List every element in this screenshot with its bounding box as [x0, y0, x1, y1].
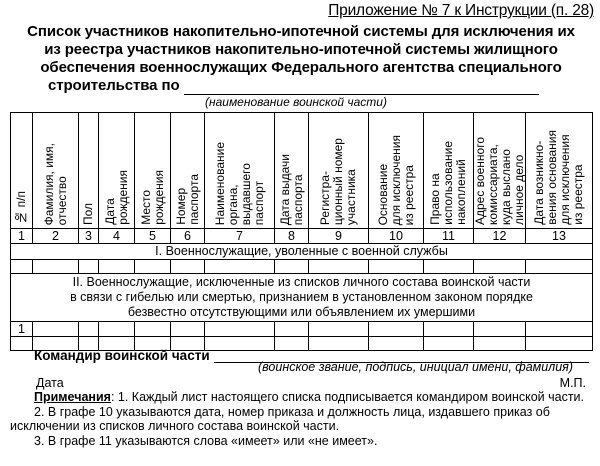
table-cell[interactable]: [79, 322, 99, 337]
header-cell: [526, 113, 593, 229]
table-cell[interactable]: [526, 260, 593, 274]
column-number: 11: [424, 229, 474, 244]
column-number: 7: [205, 229, 275, 244]
column-number: 8: [275, 229, 309, 244]
row-number: 1: [11, 322, 33, 337]
unit-name-blank[interactable]: [184, 80, 539, 95]
column-header: Регистра- ционный номер участника: [318, 137, 358, 225]
section-2-line-2: в связи с гибелью или смертью, признанием в установленном законом порядке: [70, 290, 533, 304]
table-row: [11, 322, 593, 337]
header-cell: [474, 113, 526, 229]
column-header: Основание для исключения из реестра: [375, 134, 416, 225]
table-cell[interactable]: [526, 322, 593, 337]
stamp-label: М.П.: [559, 376, 586, 390]
header-cell: [135, 113, 171, 229]
table-cell[interactable]: [135, 260, 171, 274]
table-cell[interactable]: [424, 322, 474, 337]
table-cell[interactable]: [369, 260, 424, 274]
header-cell: [275, 113, 309, 229]
table-cell[interactable]: [171, 260, 205, 274]
appendix-reference: Приложение № 7 к Инструкции (п. 28): [328, 2, 594, 19]
table-cell[interactable]: [309, 260, 369, 274]
table-cell[interactable]: [33, 260, 79, 274]
table-header-row: [11, 113, 593, 229]
section-2-line-3: безвестно отсутствующими или объявлением их умершими: [127, 305, 476, 319]
title-line-1: Список участников накопительно-ипотечной системы для исключения их: [27, 23, 575, 40]
table-cell[interactable]: [135, 322, 171, 337]
header-cell: [11, 113, 33, 229]
date-label: Дата: [36, 376, 64, 390]
column-header: Пол: [81, 202, 95, 225]
table-cell[interactable]: [99, 260, 135, 274]
title-line-2: из реестра участников накопительно-ипотечной системы жилищного: [44, 41, 558, 58]
commander-hint: (воинское звание, подпись, инициал имени, фамилия): [258, 360, 574, 374]
column-number: 5: [135, 229, 171, 244]
table-cell[interactable]: [205, 260, 275, 274]
header-cell: [309, 113, 369, 229]
header-cell: [79, 113, 99, 229]
column-number: 12: [474, 229, 526, 244]
note-3: 3. В графе 11 указываются слова «имеет» или «не имеет».: [34, 433, 378, 448]
table-cell[interactable]: [11, 260, 33, 274]
table-cell[interactable]: [33, 322, 79, 337]
table-cell[interactable]: [474, 260, 526, 274]
column-header: Фамилия, имя, отчество: [41, 142, 69, 225]
column-header: Право на использование накоплений: [428, 141, 468, 225]
table-cell[interactable]: [275, 322, 309, 337]
note-2: 2. В графе 10 указываются дата, номер приказа и должность лица, издавшего приказ об исключении из списков личного состава воинской части.: [10, 404, 550, 433]
table-cell[interactable]: [309, 322, 369, 337]
column-header: Дата выдачи паспорта: [277, 153, 305, 225]
column-number: 9: [309, 229, 369, 244]
note-1-text: : 1. Каждый лист настоящего списка подписывается командиром воинской части.: [110, 390, 585, 404]
table-cell[interactable]: [79, 260, 99, 274]
column-number-row: [11, 229, 593, 244]
header-cell: [99, 113, 135, 229]
commander-label: Командир воинской части: [34, 348, 210, 363]
header-cell: [33, 113, 79, 229]
column-header: № п/п: [14, 191, 28, 225]
document-title: [10, 23, 592, 95]
header-cell: [369, 113, 424, 229]
column-header: Дата рождения: [102, 170, 130, 225]
header-cell: [424, 113, 474, 229]
table-cell[interactable]: [275, 260, 309, 274]
header-cell: [205, 113, 275, 229]
table-cell[interactable]: [205, 322, 275, 337]
column-number: 1: [11, 229, 33, 244]
table-cell[interactable]: [424, 260, 474, 274]
column-number: 2: [33, 229, 79, 244]
note-1: [10, 390, 594, 405]
column-header: Номер паспорта: [173, 174, 201, 225]
column-number: 4: [99, 229, 135, 244]
participants-table: [10, 112, 593, 351]
notes-block: [10, 390, 594, 448]
section-2-row: [11, 274, 593, 322]
section-2-title: [11, 274, 593, 322]
notes-label: Примечания: [34, 390, 111, 404]
table-cell[interactable]: [369, 322, 424, 337]
column-header: Наименование органа, выдавшего паспорт: [212, 141, 266, 225]
column-number: 3: [79, 229, 99, 244]
section-2-line-1: II. Военнослужащие, исключенные из списков личного состава воинской части: [72, 275, 531, 289]
table-row: [11, 260, 593, 274]
title-line-4: [10, 77, 592, 95]
column-number: 10: [369, 229, 424, 244]
table-cell[interactable]: [171, 322, 205, 337]
table-cell[interactable]: [99, 322, 135, 337]
header-cell: [171, 113, 205, 229]
section-1-title: I. Военнослужащие, уволенные с военной службы: [11, 244, 593, 260]
title-line-3: обеспечения военнослужащих Федерального агентства специального: [40, 59, 562, 76]
column-number: 6: [171, 229, 205, 244]
column-number: 13: [526, 229, 593, 244]
column-header: Дата возникно- вения основания для исключения из реестра: [532, 130, 585, 225]
table-cell[interactable]: [474, 322, 526, 337]
unit-name-hint: (наименование воинской части): [205, 95, 387, 109]
title-line-4-text: строительства по: [48, 77, 180, 94]
column-header: Адрес военного комиссариата, куда выслано личное дело: [472, 137, 526, 225]
section-1-row: [11, 244, 593, 260]
column-header: Место рождения: [138, 170, 166, 225]
table-cell[interactable]: [11, 337, 33, 351]
